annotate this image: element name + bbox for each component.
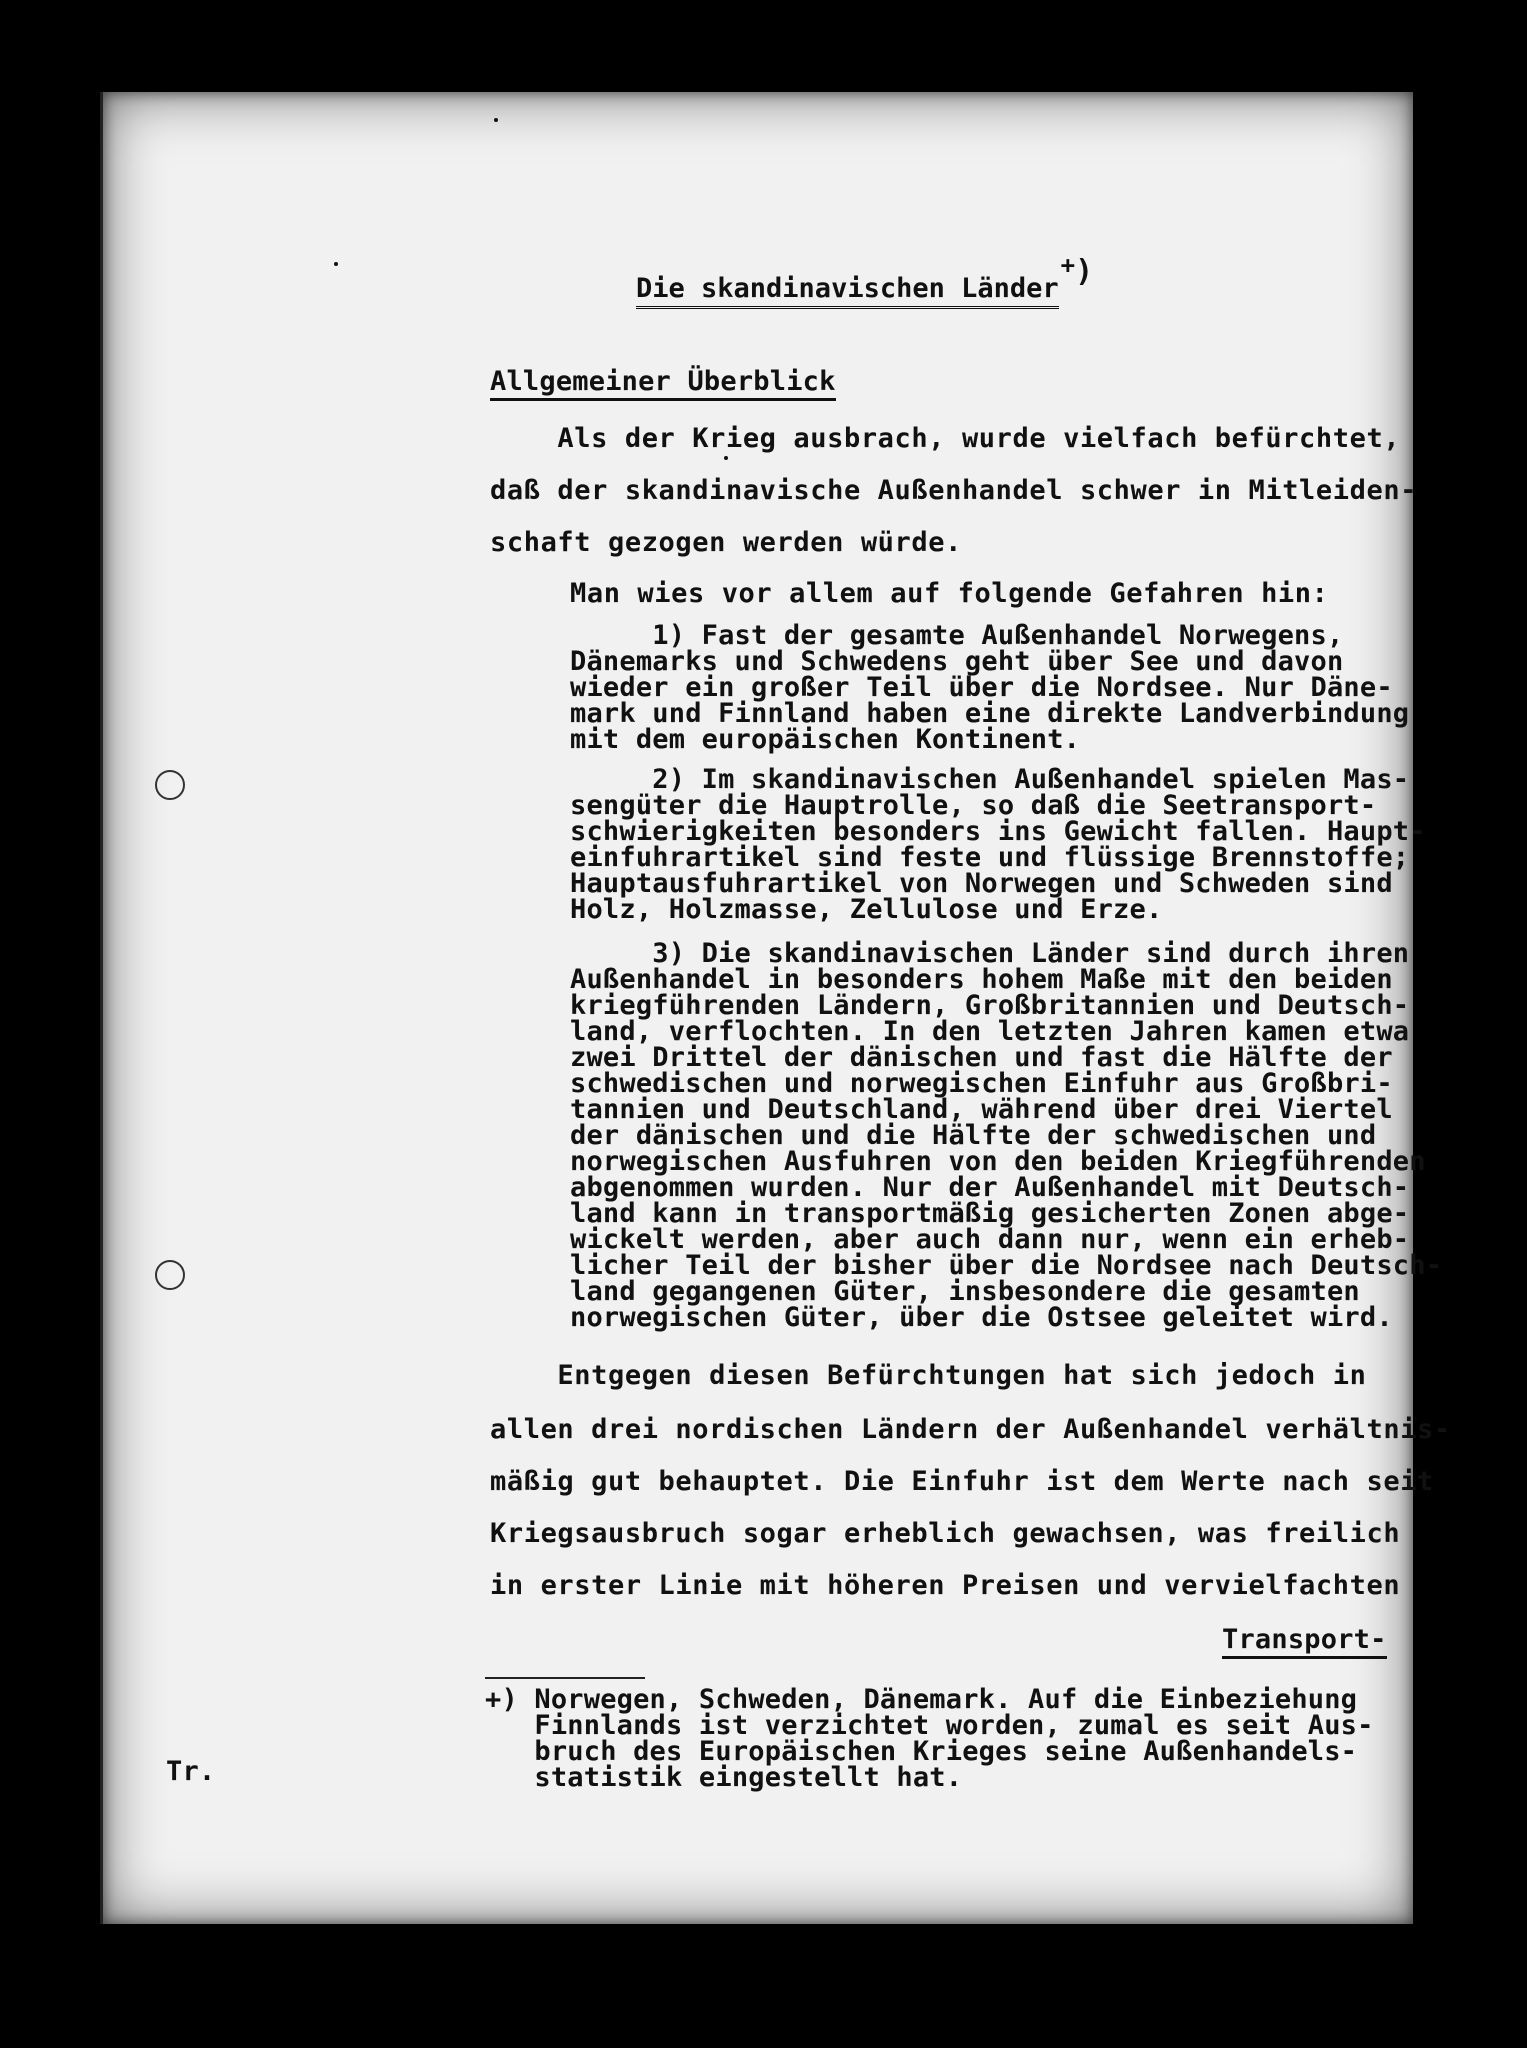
list-line: licher Teil der bisher über die Nordsee nach Deutsch- — [570, 1250, 1443, 1281]
list-line: sengüter die Hauptrolle, so daß die Seetransport- — [570, 790, 1377, 821]
list-line: schwierigkeiten besonders ins Gewicht fallen. Haupt- — [570, 816, 1426, 847]
body-line: in erster Linie mit höheren Preisen und vervielfachten — [490, 1570, 1401, 1601]
footnote-line: bruch des Europäischen Krieges seine Außenhandels- — [485, 1736, 1358, 1767]
list-line: norwegischen Ausfuhren von den beiden Kriegführenden — [570, 1146, 1426, 1177]
title-footnote-marker: + — [1060, 251, 1076, 279]
list-line: Dänemarks und Schwedens geht über See und davon — [570, 646, 1344, 677]
footnote-rule — [485, 1677, 645, 1679]
list-line: 2) Im skandinavischen Außenhandel spielen Mas- — [570, 764, 1410, 795]
catchword-text: Transport- — [1222, 1624, 1387, 1659]
body-line: schaft gezogen werden würde. — [490, 527, 962, 558]
title-footnote-paren: ) — [1075, 254, 1094, 289]
list-line: wieder ein großer Teil über die Nordsee. Nur Däne- — [570, 672, 1393, 703]
punch-hole — [155, 1260, 185, 1290]
title-text: Die skandinavischen Länder — [636, 273, 1059, 309]
body-line: mäßig gut behauptet. Die Einfuhr ist dem Werte nach seit — [490, 1466, 1434, 1497]
list-line: kriegführenden Ländern, Großbritannien und Deutsch- — [570, 990, 1410, 1021]
list-line: 1) Fast der gesamte Außenhandel Norwegens, — [570, 620, 1344, 651]
scan-mark — [735, 82, 765, 88]
scan-speck — [494, 118, 498, 122]
list-line: einfuhrartikel sind feste und flüssige Brennstoffe; — [570, 842, 1410, 873]
margin-note: Tr. — [166, 1756, 216, 1787]
body-line: Kriegsausbruch sogar erheblich gewachsen, was freilich — [490, 1518, 1401, 1549]
list-line: tannien und Deutschland, während über drei Viertel — [570, 1094, 1393, 1125]
body-line: Entgegen diesen Befürchtungen hat sich jedoch in — [490, 1360, 1367, 1391]
list-line: land, verflochten. In den letzten Jahren kamen etwa — [570, 1016, 1410, 1047]
footnote-line: +) Norwegen, Schweden, Dänemark. Auf die Einbeziehung — [485, 1684, 1358, 1715]
list-line: land kann in transportmäßig gesicherten Zonen abge- — [570, 1198, 1410, 1229]
body-line: daß der skandinavische Außenhandel schwer in Mitleiden- — [490, 475, 1418, 506]
scan-speck — [724, 456, 728, 460]
footnote-line: Finnlands ist verzichtet worden, zumal es seit Aus- — [485, 1710, 1374, 1741]
scan-speck — [334, 262, 338, 266]
list-line: der dänischen und die Hälfte der schwedischen und — [570, 1120, 1377, 1151]
list-line: wickelt werden, aber auch dann nur, wenn ein erheb- — [570, 1224, 1410, 1255]
list-line: norwegischen Güter, über die Ostsee geleitet wird. — [570, 1302, 1393, 1333]
footnote-line: statistik eingestellt hat. — [485, 1762, 963, 1793]
list-line: land gegangenen Güter, insbesondere die gesamten — [570, 1276, 1360, 1307]
punch-hole — [155, 770, 185, 800]
list-line: Außenhandel in besonders hohem Maße mit den beiden — [570, 964, 1393, 995]
section-heading-text: Allgemeiner Überblick — [490, 366, 836, 401]
list-line: Holz, Holzmasse, Zellulose und Erze. — [570, 894, 1163, 925]
list-line: abgenommen wurden. Nur der Außenhandel mit Deutsch- — [570, 1172, 1410, 1203]
body-line: Man wies vor allem auf folgende Gefahren hin: — [570, 578, 1329, 609]
section-heading — [490, 368, 836, 395]
list-line: mit dem europäischen Kontinent. — [570, 724, 1081, 755]
list-line: zwei Drittel der dänischen und fast die Hälfte der — [570, 1042, 1393, 1073]
list-line: Hauptausfuhrartikel von Norwegen und Schweden sind — [570, 868, 1393, 899]
body-line: Als der Krieg ausbrach, wurde vielfach befürchtet, — [490, 423, 1401, 454]
catchword — [1222, 1626, 1387, 1653]
list-line: schwedischen und norwegischen Einfuhr aus Großbri- — [570, 1068, 1393, 1099]
body-line: allen drei nordischen Ländern der Außenhandel verhältnis- — [490, 1414, 1451, 1445]
document-title — [636, 251, 1094, 305]
list-line: 3) Die skandinavischen Länder sind durch ihren — [570, 938, 1410, 969]
list-line: mark und Finnland haben eine direkte Landverbindung — [570, 698, 1410, 729]
